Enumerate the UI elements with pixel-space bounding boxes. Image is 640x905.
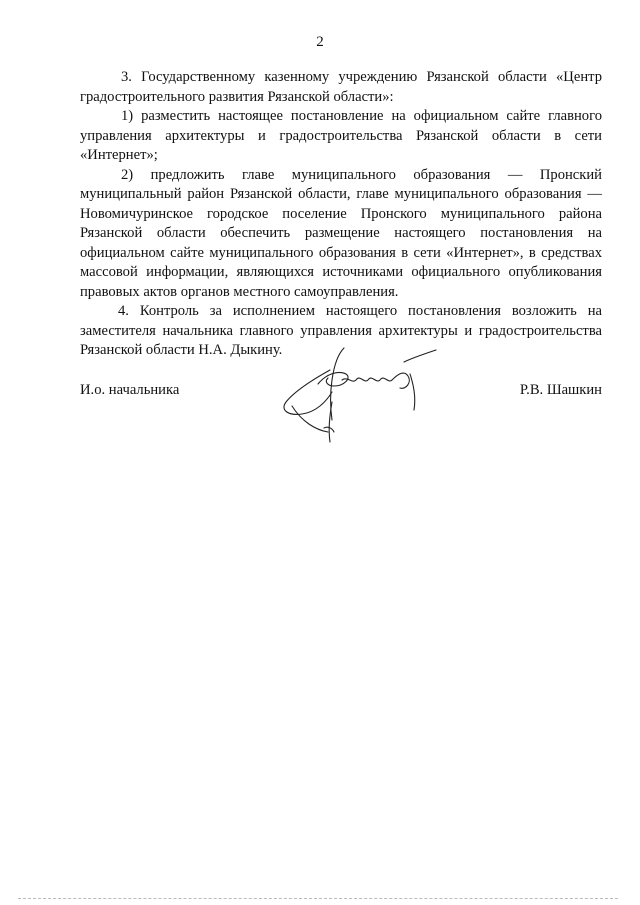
page-number: 2 [316,34,324,50]
bottom-edge-line [18,898,618,899]
paragraph-3: 3. Государственному казенному учреждению Рязанской области «Центр градостроительного развития Рязанской области»: [80,69,602,105]
paragraph-4: 4. Контроль за исполнением настоящего постановления возложить на заместителя начальника главного управления архитектуры и градостроительства Рязанской области Н.А. Дыкину. [80,303,602,358]
paragraph-3-1: 1) разместить настоящее постановление на официальном сайте главного управления архитектуры и градостроительства Рязанской области в сети «Интернет»; [80,108,602,163]
document-body [80,68,602,361]
signatory-title: И.о. начальника [80,382,180,398]
handwritten-signature [272,340,442,450]
paragraph-3-2: 2) предложить главе муниципального образования — Пронский муниципальный район Рязанской области, главе муниципального образования — Новомичуринское городское поселение Пронского муниципального района Рязанской области обеспечить размещение настоящего постановления на официальном сайте муниципального образования в сети «Интернет», в средствах массовой информации, являющихся источниками официального опубликования правовых актов органов местного самоуправления. [80,166,602,300]
signatory-name: Р.В. Шашкин [519,382,602,398]
